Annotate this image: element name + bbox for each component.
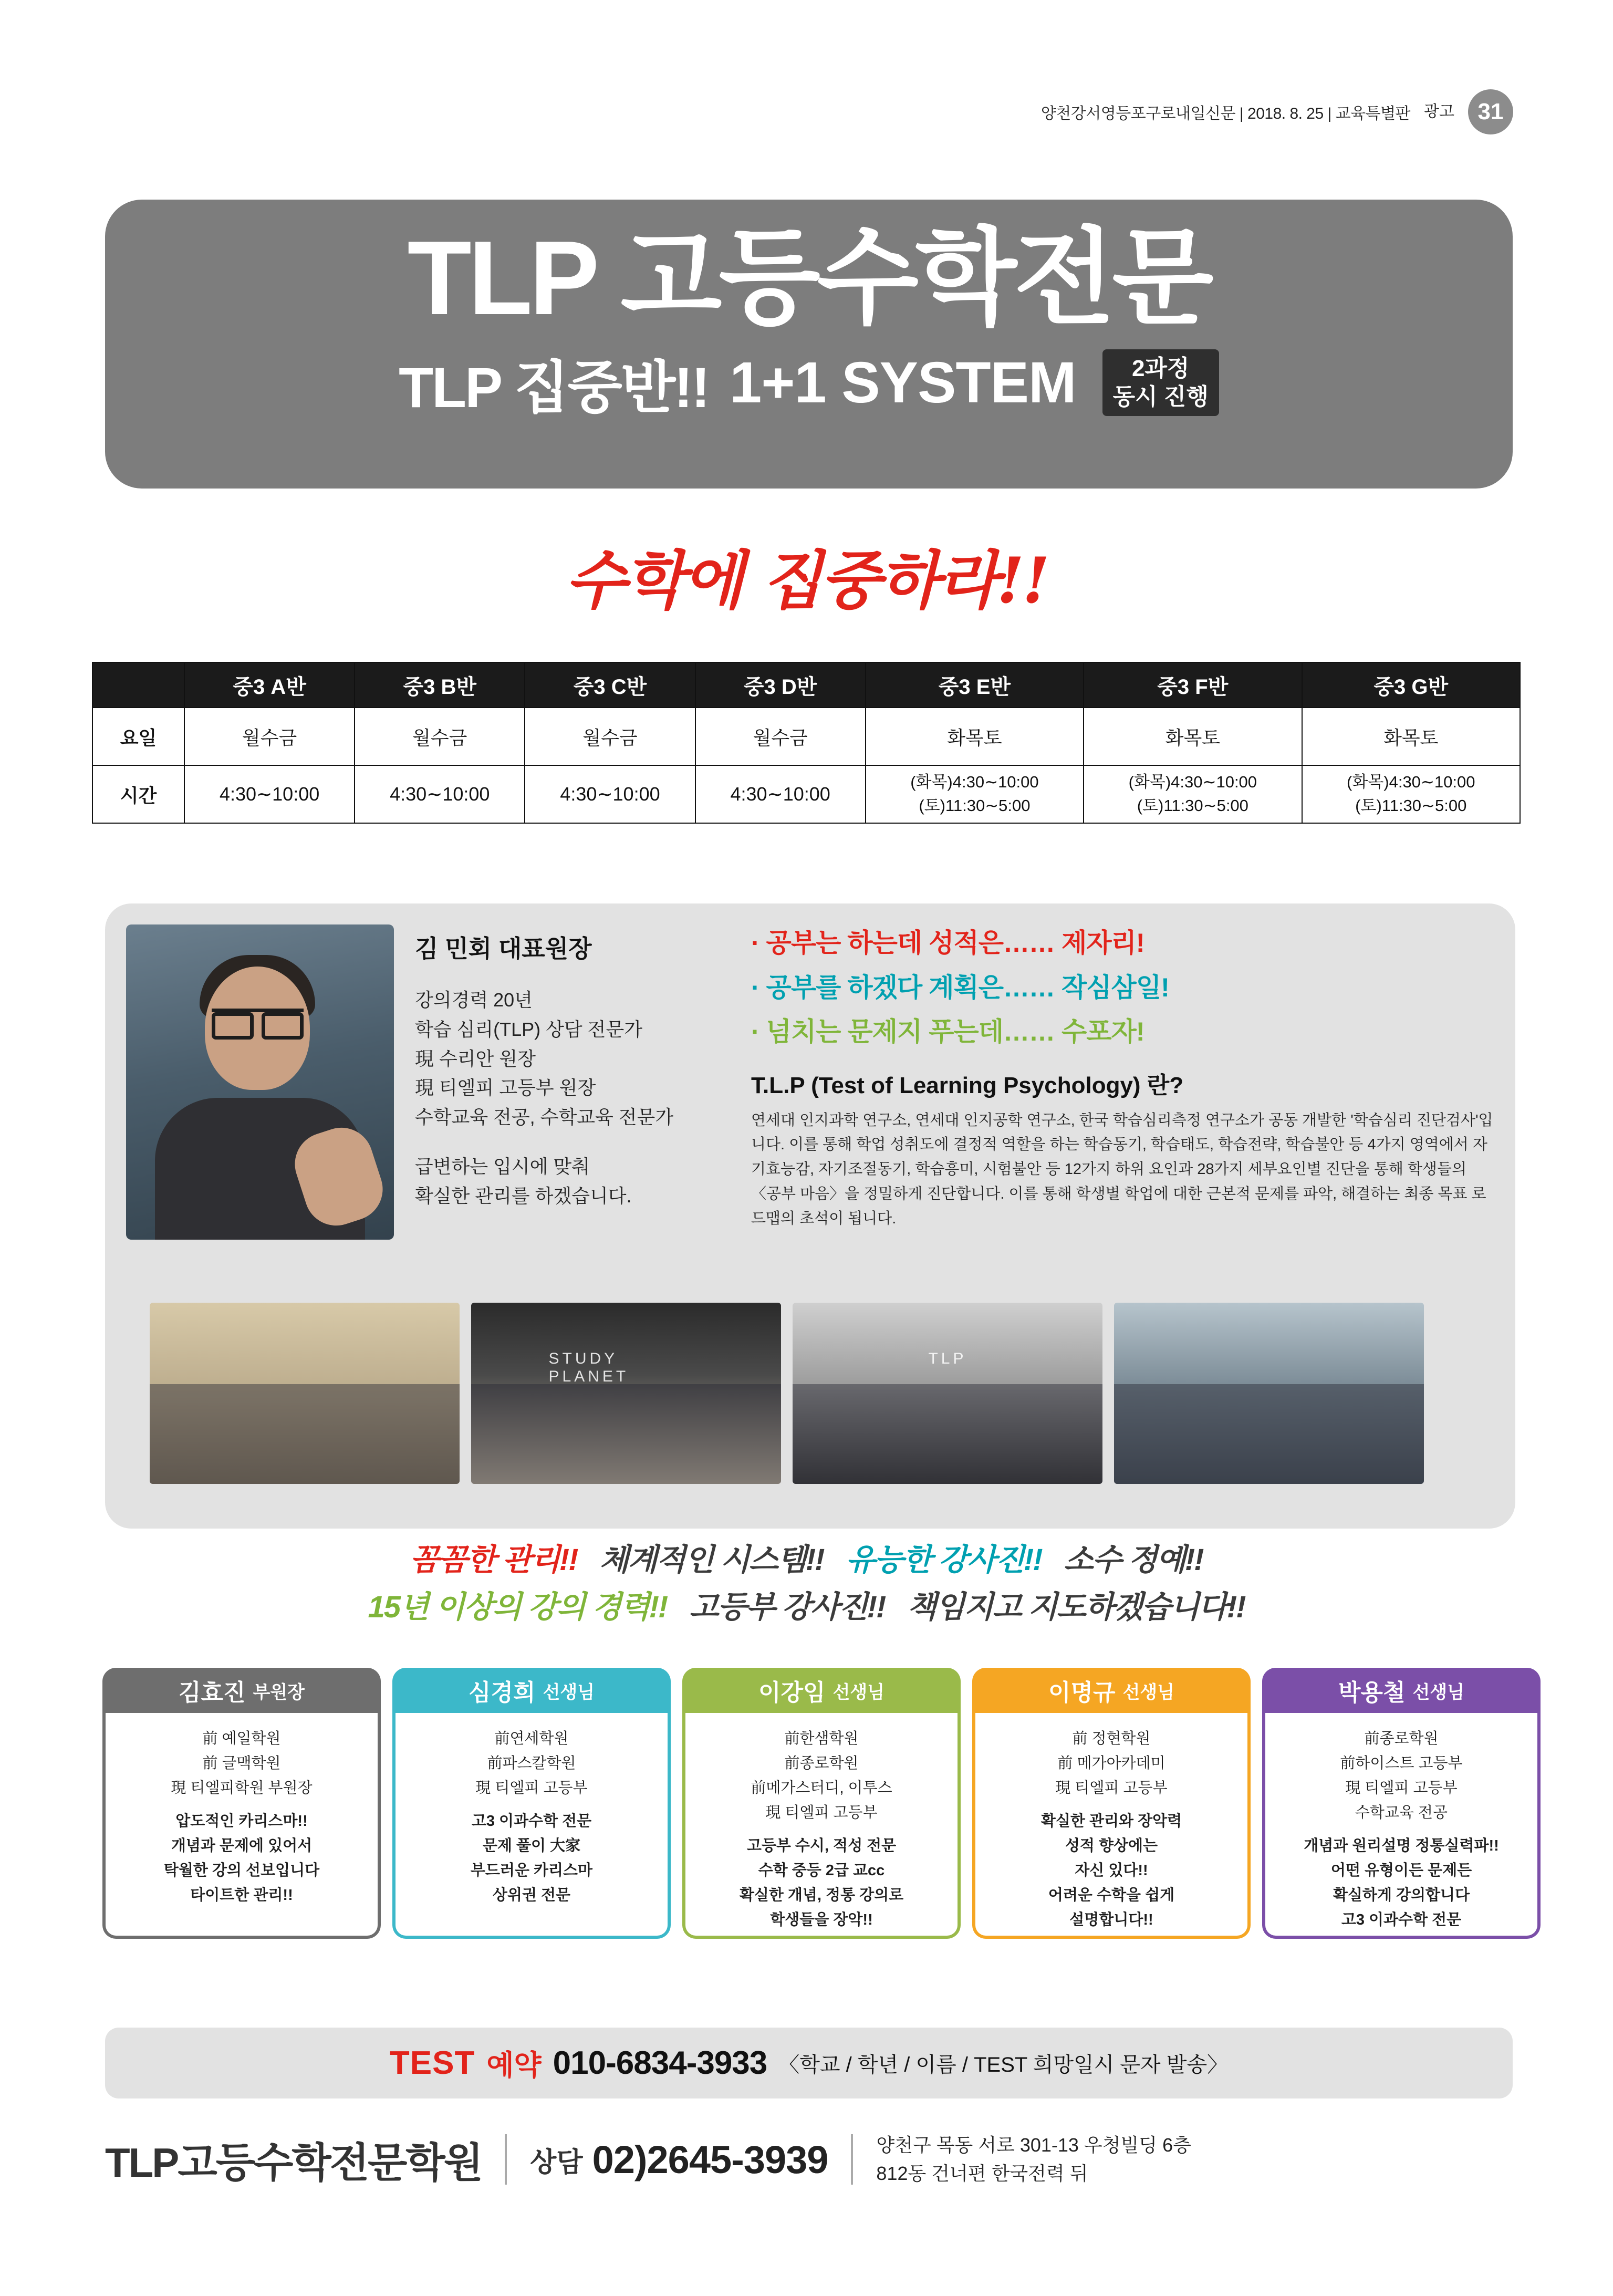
teacher-history-1: 前종로학원 (1364, 1730, 1439, 1747)
bio-closing-1: 급변하는 입시에 맞춰 (415, 1155, 590, 1177)
table-row-times (92, 765, 1520, 823)
teacher-name: 심경희 (468, 1680, 536, 1706)
cell-days-c: 월수금 (525, 708, 695, 765)
teacher-point-1: 확실한 관리와 장악력 (1040, 1812, 1182, 1830)
teacher-history-3: 現 티엘피학원 부원장 (171, 1779, 313, 1796)
teacher-history-4: 現 티엘피 고등부 (765, 1804, 878, 1821)
teacher-point-5: 설명합니다!! (1069, 1911, 1153, 1928)
reserve-label: 예약 (486, 2050, 542, 2081)
teacher-name: 김효진 (178, 1680, 246, 1706)
card-header (392, 1668, 671, 1713)
teacher-history-2: 前하이스트 고등부 (1340, 1754, 1463, 1772)
bio-closing-2: 확실한 관리를 하겠습니다. (415, 1185, 632, 1207)
teacher-point-3: 자신 있다!! (1075, 1862, 1148, 1879)
slogan-1-2: 체계적인 시스템!! (599, 1543, 824, 1577)
card-header (682, 1668, 961, 1713)
cell-time-f: (화목)4:30∼10:00 (토)11:30∼5:00 (1084, 765, 1302, 823)
cell-days-b: 월수금 (355, 708, 525, 765)
slogan-2-1: 15년 이상의 강의 경력!! (368, 1589, 668, 1624)
cell-time-g: (화목)4:30∼10:00 (토)11:30∼5:00 (1302, 765, 1520, 823)
teacher-name: 이명규 (1048, 1680, 1116, 1706)
header-cell-blank (92, 662, 184, 708)
teacher-history-1: 前한샘학원 (784, 1730, 859, 1747)
card-body (1262, 1713, 1541, 1939)
director-photo (126, 924, 394, 1240)
bullet-3-tail: 수포자! (1061, 1017, 1144, 1046)
card-body (972, 1713, 1251, 1939)
consult-label: 상담 (530, 2147, 583, 2178)
card-header (1262, 1668, 1541, 1713)
title-banner (105, 200, 1513, 489)
cell-days-f: 화목토 (1084, 708, 1302, 765)
header-cell-f: 중3 F반 (1084, 662, 1302, 708)
slogan-row-2 (0, 1584, 1613, 1631)
bullet-2 (751, 971, 1494, 1004)
teacher-point-2: 성적 향상에는 (1065, 1837, 1158, 1854)
slogan-1-4: 소수 정예!! (1064, 1543, 1203, 1577)
test-reservation-bar (105, 2028, 1513, 2098)
teacher-point-4: 어려운 수학을 쉽게 (1048, 1886, 1175, 1904)
test-note: 〈학교 / 학년 / 이름 / TEST 희망일시 문자 발송〉 (778, 2053, 1229, 2076)
teacher-point-4: 상위권 전문 (492, 1886, 571, 1904)
teacher-point-4: 학생들을 장악!! (770, 1911, 873, 1928)
teacher-role: 부원장 (253, 1682, 305, 1702)
teacher-point-4: 고3 이과수학 전문 (1341, 1911, 1462, 1928)
cell-days-e: 화목토 (866, 708, 1084, 765)
header-cell-b: 중3 B반 (355, 662, 525, 708)
bio-line-5: 수학교육 전공, 수학교육 전문가 (415, 1106, 674, 1128)
tlp-description: 연세대 인지과학 연구소, 연세대 인지공학 연구소, 한국 학습심리측정 연구소가 공동 개발한 '학습심리 진단검사'입니다. 이를 통해 학업 성취도에 결정적 역할을 하는 학습동기, 학습태도, 학습전략, 학습불안 등 4가지 영역에서 자기효능감, 자기조절동기, 학습흥미, 시험불안 등 12가지 하위 요인과 28가지 세부요인별 진단을 통해 학생들의 〈공부 마음〉을 정밀하게 진단합니다. 이를 통해 학생별 학업에 대한 근본적 문제를 파악, 해결하는 최종 목표 로드맵의 초석이 됩니다. (751, 1111, 1493, 1228)
address-line-2: 812동 건너편 한국전력 뒤 (876, 2163, 1088, 2184)
photo-group (150, 1303, 460, 1484)
badge-line-2: 동시 진행 (1112, 383, 1209, 410)
address-line-1: 양천구 목동 서로 301-13 우청빌딩 6층 (876, 2134, 1191, 2156)
academy-logo: TLP고등수학전문학원 (105, 2139, 482, 2186)
newspaper-line: 양천강서영등포구로내일신문 | 2018. 8. 25 | 교육특별판 (1040, 105, 1411, 122)
slogan-block (0, 1536, 1613, 1631)
card-header (972, 1668, 1251, 1713)
teacher-role: 선생님 (1122, 1682, 1175, 1702)
teacher-name: 박용철 (1338, 1680, 1406, 1706)
row-label-days: 요일 (92, 708, 184, 765)
slogan-row-1 (0, 1536, 1613, 1584)
slogan-2-3: 책임지고 지도하겠습니다!! (907, 1589, 1245, 1624)
bio-line-3: 現 수리안 원장 (415, 1047, 536, 1069)
teacher-point-1: 고3 이과수학 전문 (471, 1812, 592, 1830)
bio-line-2: 학습 심리(TLP) 상담 전문가 (415, 1018, 642, 1040)
cell-time-c: 4:30∼10:00 (525, 765, 695, 823)
class-schedule-table (92, 662, 1521, 824)
teacher-history-1: 前연세학원 (494, 1730, 569, 1747)
teacher-role: 선생님 (1412, 1682, 1465, 1702)
bullet-1 (751, 927, 1494, 960)
teacher-history-2: 前종로학원 (784, 1754, 859, 1772)
teacher-history-3: 前메가스터디, 이투스 (751, 1779, 892, 1796)
teacher-point-1: 개념과 원리설명 정통실력파!! (1304, 1837, 1499, 1854)
bullet-2-tail: 작심삼일! (1061, 972, 1169, 1002)
teacher-history-3: 現 티엘피 고등부 (1055, 1779, 1168, 1796)
teacher-history-3: 現 티엘피 고등부 (1345, 1779, 1458, 1796)
card-body (392, 1713, 671, 1939)
teacher-role: 선생님 (832, 1682, 885, 1702)
badge-line-1: 2과정 (1131, 355, 1190, 381)
teacher-point-2: 수학 중등 2급 교сс (758, 1862, 885, 1879)
row-label-times: 시간 (92, 765, 184, 823)
cell-days-g: 화목토 (1302, 708, 1520, 765)
card-header (102, 1668, 381, 1713)
cell-time-d: 4:30∼10:00 (695, 765, 866, 823)
teacher-card-park-yongcheol (1262, 1668, 1541, 1939)
director-name: 김 민회 대표원장 (415, 935, 592, 962)
cell-time-e: (화목)4:30∼10:00 (토)11:30∼5:00 (866, 765, 1084, 823)
slogan-1-3: 유능한 강사진!! (846, 1543, 1042, 1577)
teacher-point-3: 확실하게 강의합니다 (1333, 1886, 1470, 1904)
teacher-point-2: 문제 풀이 大家 (482, 1837, 581, 1854)
header-cell-g: 중3 G반 (1302, 662, 1520, 708)
page-number-badge: 31 (1468, 89, 1513, 134)
teacher-point-1: 고등부 수시, 적성 전문 (746, 1837, 897, 1854)
teacher-history-2: 前 글맥학원 (202, 1754, 281, 1772)
footer-divider-1 (505, 2134, 507, 2185)
teacher-point-4: 타이트한 관리!! (190, 1886, 293, 1904)
test-phone-number[interactable]: 010-6834-3933 (553, 2045, 767, 2081)
teacher-history-2: 前파스칼학원 (487, 1754, 576, 1772)
teacher-history-1: 前 예일학원 (202, 1730, 281, 1747)
teacher-history-2: 前 메가아카데미 (1057, 1754, 1165, 1772)
cell-time-b: 4:30∼10:00 (355, 765, 525, 823)
headline-slogan: 수학에 집중하라!! (565, 544, 1048, 618)
bio-line-1: 강의경력 20년 (415, 989, 533, 1011)
ad-label: 광고 (1424, 103, 1454, 121)
bullet-1-lead: · 공부는 하는데 성적은…… (751, 928, 1055, 958)
photo-strip (150, 1303, 1424, 1484)
masthead (1041, 89, 1513, 134)
title-sub-right: 1+1 SYSTEM (730, 350, 1076, 415)
tlp-heading: T.L.P (Test of Learning Psychology) 란? (751, 1072, 1184, 1098)
card-body (682, 1713, 961, 1939)
teacher-role: 선생님 (543, 1682, 595, 1702)
glasses-icon (212, 1009, 304, 1030)
cell-days-a: 월수금 (184, 708, 355, 765)
header-cell-c: 중3 C반 (525, 662, 695, 708)
teacher-point-2: 어떤 유형이든 문제든 (1330, 1862, 1472, 1879)
teacher-history-1: 前 정현학원 (1072, 1730, 1151, 1747)
title-sub-row (105, 342, 1513, 423)
consult-phone-number[interactable]: 02)2645-3939 (592, 2137, 828, 2181)
teacher-card-lee-gangim (682, 1668, 961, 1939)
hallway-sign-label: TLP (928, 1349, 967, 1367)
photo-entrance (471, 1303, 781, 1484)
entrance-sign-label: STUDY PLANET (548, 1349, 629, 1385)
header-cell-a: 중3 A반 (184, 662, 355, 708)
teacher-card-sim-gyeonghui (392, 1668, 671, 1939)
slogan-2-2: 고등부 강사진!! (689, 1589, 886, 1624)
header-cell-d: 중3 D반 (695, 662, 866, 708)
teacher-card-lee-myeonggyu (972, 1668, 1251, 1939)
teacher-point-2: 개념과 문제에 있어서 (171, 1837, 313, 1854)
bullet-3 (751, 1015, 1494, 1048)
teacher-history-4: 수학교육 전공 (1355, 1804, 1448, 1821)
slogan-1-1: 꼼꼼한 관리!! (410, 1543, 578, 1577)
footer (105, 2130, 1513, 2189)
photo-hallway (793, 1303, 1102, 1484)
cell-days-d: 월수금 (695, 708, 866, 765)
teacher-name: 이강임 (758, 1680, 826, 1706)
photo-classroom (1114, 1303, 1424, 1484)
table-header-row (92, 662, 1520, 708)
bullet-1-tail: 제자리! (1061, 928, 1144, 958)
table-row-days (92, 708, 1520, 765)
teacher-card-kim-hyojin (102, 1668, 381, 1939)
academy-address (876, 2131, 1191, 2188)
teacher-history-3: 現 티엘피 고등부 (475, 1779, 588, 1796)
cell-time-a: 4:30∼10:00 (184, 765, 355, 823)
title-main: TLP 고등수학전문 (407, 220, 1211, 337)
bullet-3-lead: · 넘치는 문제지 푸는데…… (751, 1017, 1055, 1046)
teacher-point-1: 압도적인 카리스마!! (175, 1812, 308, 1830)
card-body (102, 1713, 381, 1939)
bullet-2-lead: · 공부를 하겠다 계획은…… (751, 972, 1055, 1002)
director-bio (415, 924, 730, 1240)
pain-points-column (751, 924, 1494, 1240)
test-label: TEST (389, 2045, 475, 2081)
header-cell-e: 중3 E반 (866, 662, 1084, 708)
footer-divider-2 (851, 2134, 853, 2185)
bio-line-4: 現 티엘피 고등부 원장 (415, 1077, 596, 1099)
title-sub-left: TLP 집중반!! (399, 356, 709, 419)
title-badge (1102, 349, 1219, 416)
teacher-card-list (102, 1668, 1541, 1939)
teacher-point-3: 부드러운 카리스마 (470, 1862, 593, 1879)
teacher-point-3: 탁월한 강의 선보입니다 (163, 1862, 320, 1879)
teacher-point-3: 확실한 개념, 정통 강의로 (739, 1886, 904, 1904)
